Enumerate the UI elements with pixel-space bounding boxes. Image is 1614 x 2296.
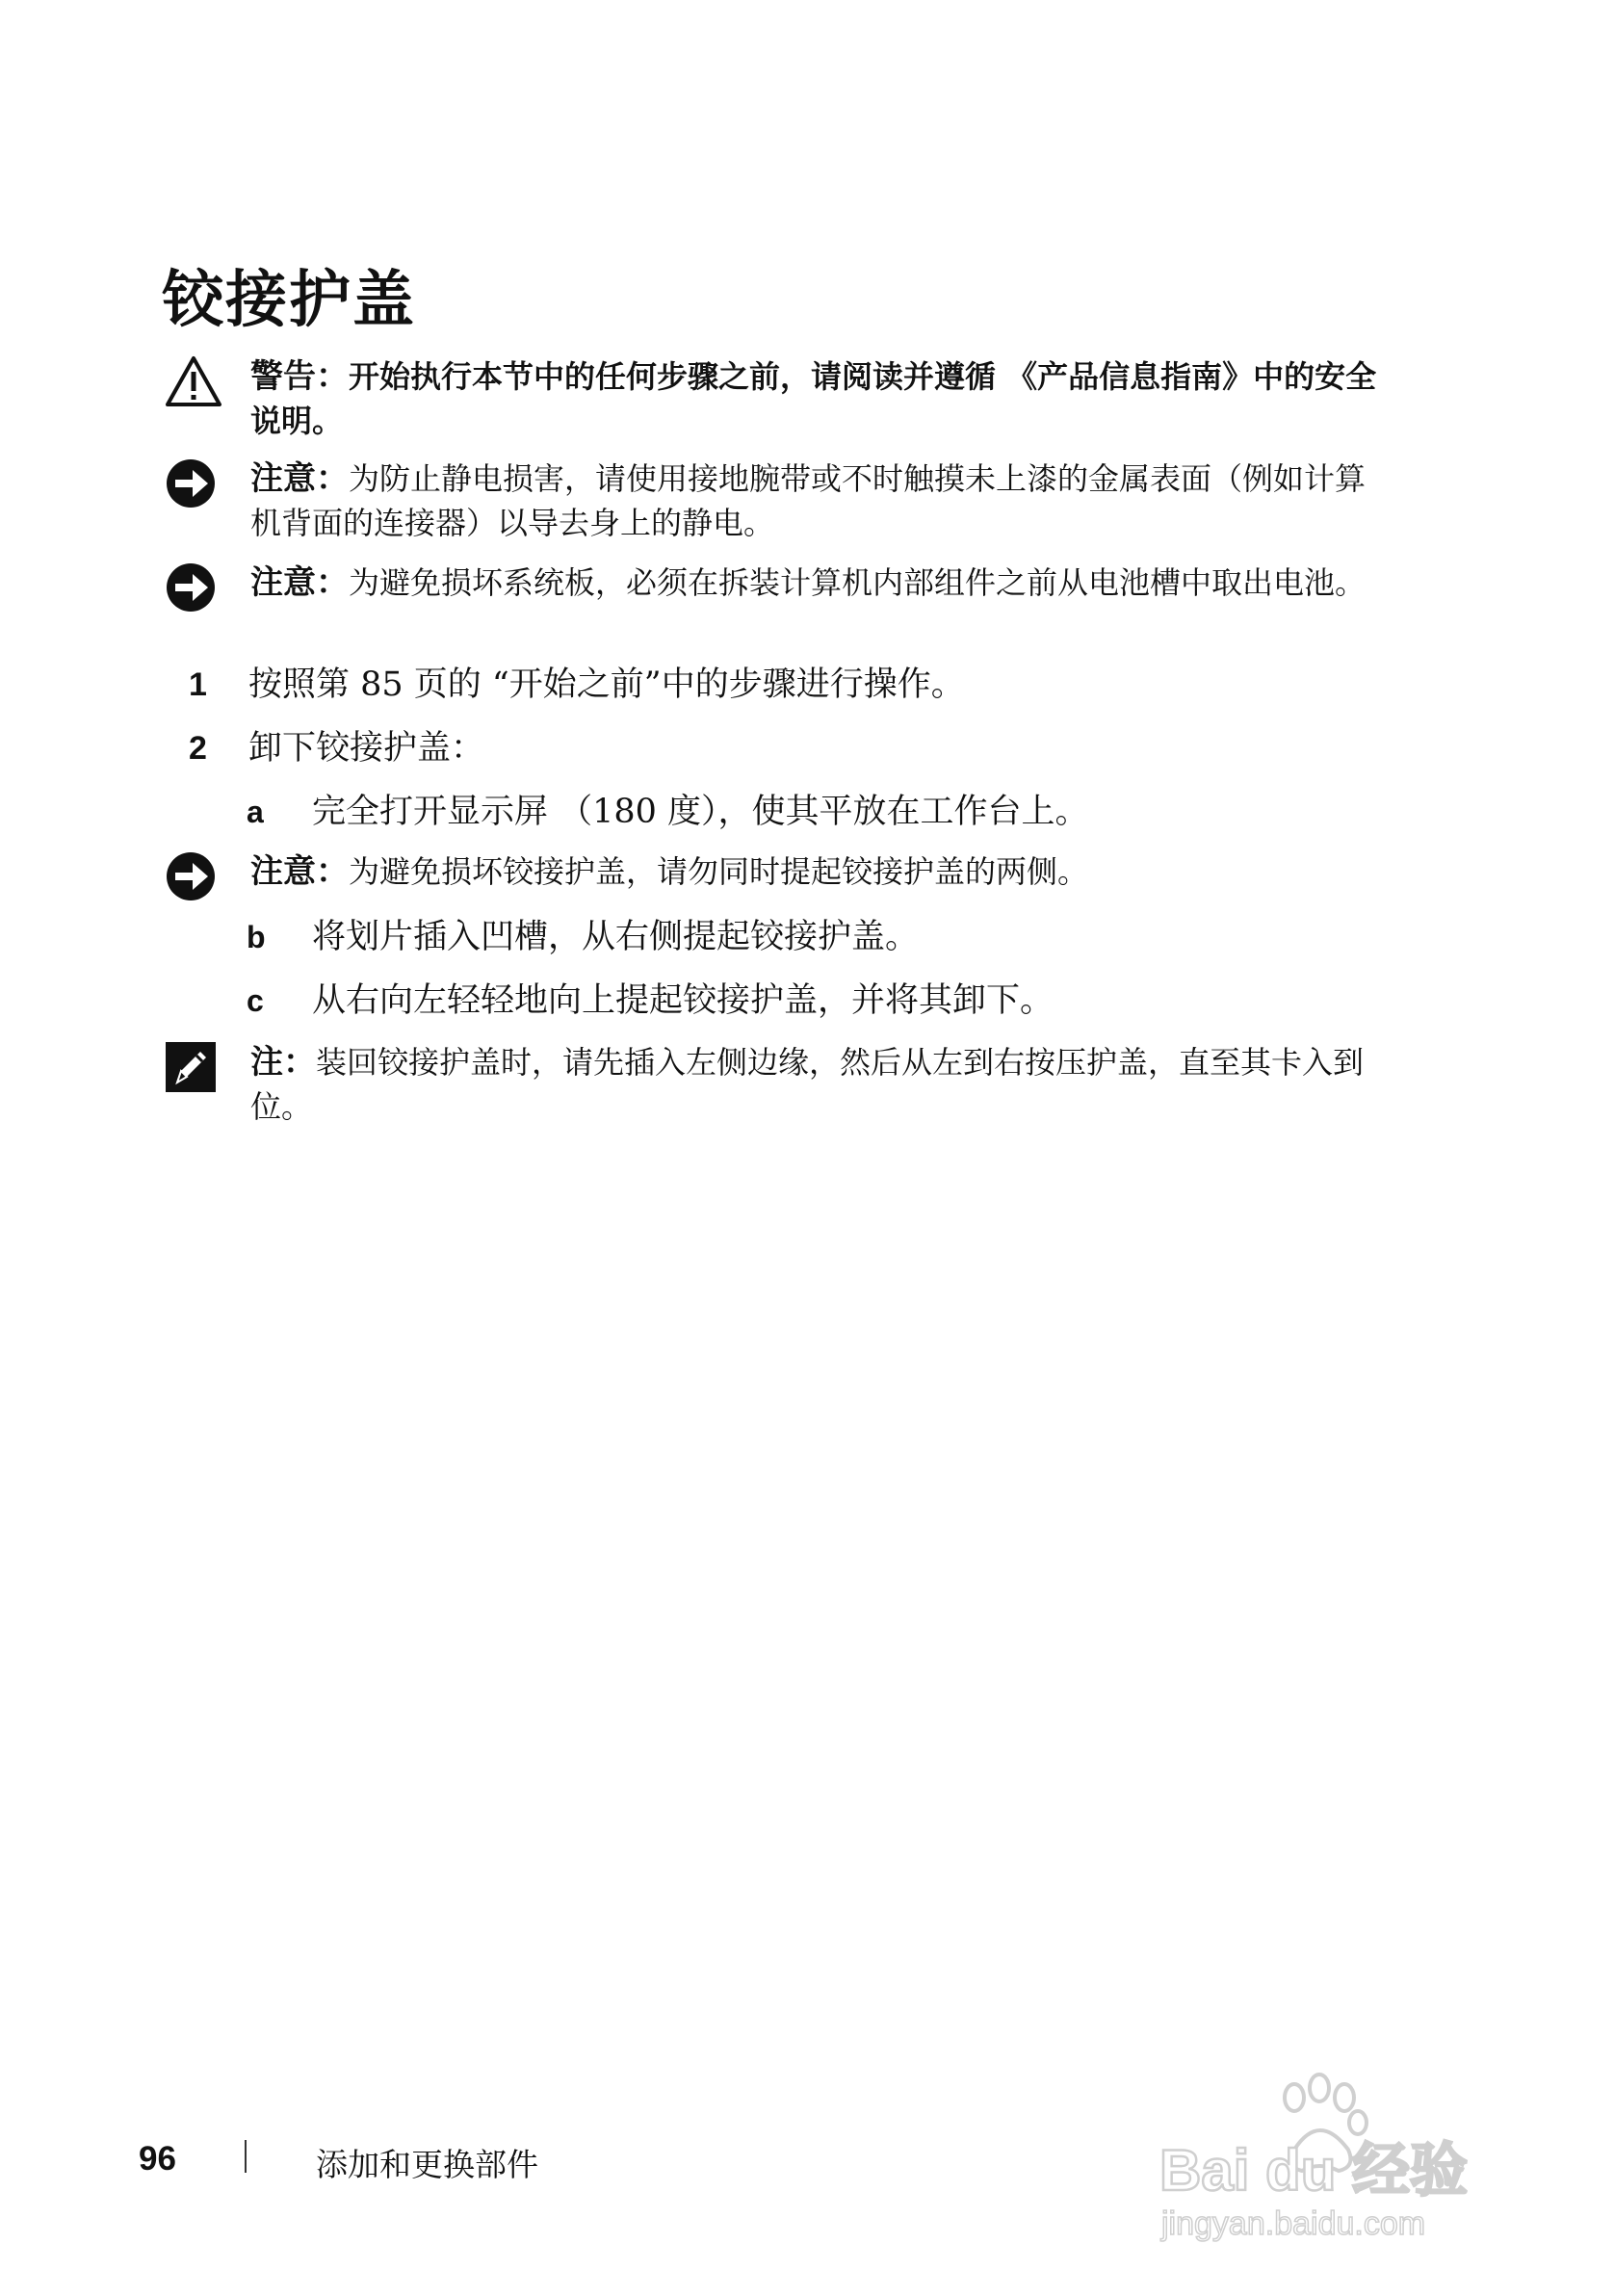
substep-letter: b — [247, 920, 266, 954]
notice-static — [164, 457, 1387, 545]
substep-c — [247, 978, 1383, 1023]
notice-hinge — [164, 849, 1387, 894]
notice-label: 注意： — [250, 852, 349, 891]
substep-text: 从右向左轻轻地向上提起铰接护盖，并将其卸下。 — [312, 981, 1054, 1020]
step-text: 按照第 85 页的 “开始之前”中的步骤进行操作。 — [248, 665, 965, 704]
step-1 — [189, 663, 1383, 707]
notice-label: 注意： — [250, 563, 349, 602]
footer-section-title: 添加和更换部件 — [316, 2146, 538, 2183]
notice-text: 为防止静电损害，请使用接地腕带或不时触摸未上漆的金属表面（例如计算机背面的连接器）以导去身上的静电。 — [250, 460, 1367, 541]
warning-notice — [164, 354, 1387, 443]
notice-arrow-icon — [164, 561, 223, 614]
notice-label: 注意： — [250, 459, 349, 498]
substep-text: 将划片插入凹槽，从右侧提起铰接护盖。 — [312, 918, 920, 956]
note-pencil-icon — [164, 1040, 223, 1094]
substep-a — [247, 790, 1383, 834]
notice-text: 为避免损坏铰接护盖，请勿同时提起铰接护盖的两侧。 — [349, 853, 1089, 890]
notice-battery — [164, 561, 1387, 605]
substep-b — [247, 915, 1383, 959]
warning-label: 警告： — [250, 357, 349, 396]
notice-arrow-icon — [164, 849, 223, 903]
footer-divider — [245, 2140, 247, 2173]
page-title: 铰接护盖 — [162, 265, 416, 336]
note-reinstall — [164, 1040, 1387, 1129]
notice-text: 为避免损坏系统板，必须在拆装计算机内部组件之前从电池槽中取出电池。 — [349, 564, 1367, 601]
watermark-brand: Bai du 经验 — [1159, 2138, 1469, 2203]
baidu-watermark — [1150, 2053, 1535, 2246]
step-text: 卸下铰接护盖： — [248, 729, 485, 768]
step-number: 2 — [189, 730, 207, 767]
page-number: 96 — [139, 2140, 176, 2178]
step-number: 1 — [189, 666, 207, 703]
watermark-url: jingyan.baidu.com — [1161, 2205, 1426, 2242]
note-text: 装回铰接护盖时，请先插入左侧边缘，然后从左到右按压护盖，直至其卡入到位。 — [250, 1044, 1365, 1125]
note-label: 注： — [250, 1043, 316, 1082]
substep-letter: a — [247, 795, 264, 829]
substep-text: 完全打开显示屏 （180 度），使其平放在工作台上。 — [312, 793, 1089, 831]
notice-arrow-icon — [164, 457, 223, 510]
warning-text: 开始执行本节中的任何步骤之前，请阅读并遵循 《产品信息指南》中的安全说明。 — [250, 358, 1377, 439]
warning-triangle-icon — [164, 354, 223, 408]
step-2 — [189, 726, 1383, 770]
substep-letter: c — [247, 983, 264, 1018]
